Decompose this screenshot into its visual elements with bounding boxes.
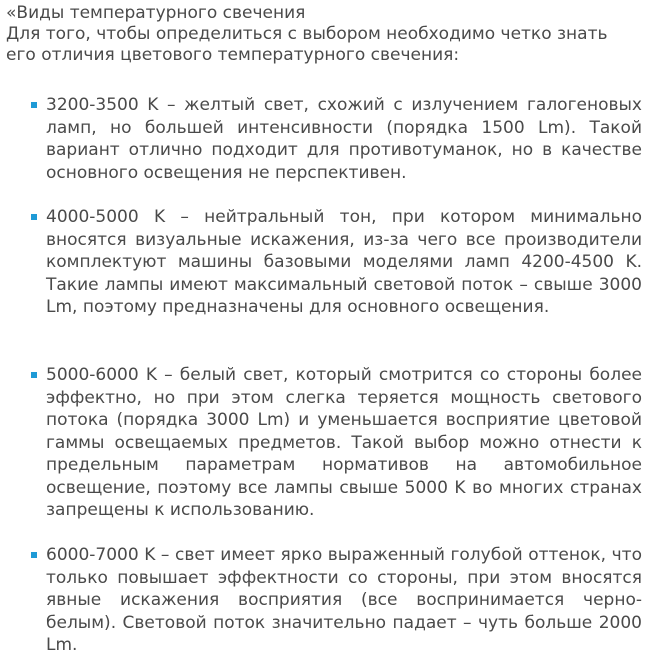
list-item <box>46 206 642 319</box>
square-bullet-icon <box>31 102 37 108</box>
list-item-text: 5000-6000 K – белый свет, который смотрится со стороны более эффектно, но при этом слегка теряется мощность светового потока (порядка 3000 Lm) и уменьшается восприятие цветовой гаммы освещаемых предметов. Такой выбор можно отнести к предельным параметрам нормативов на автомобильное освещение, поэтому все лампы свыше 5000 K во многих странах запрещены к использованию. <box>46 365 642 520</box>
list-item-text: 6000-7000 K – свет имеет ярко выраженный голубой оттенок, что только повышает эффектности со стороны, при этом вносятся явные искажения восприятия (все воспринимается черно-белым). Световой поток значительно падает – чуть больше 2000 Lm. <box>46 545 642 655</box>
square-bullet-icon <box>31 214 37 220</box>
list-item-text: 3200-3500 K – желтый свет, схожий с излучением галогеновых ламп, но большей интенсивности (порядка 1500 Lm). Такой вариант отлично подходит для противотуманок, но в качестве основного освещения не перспективен. <box>46 95 642 183</box>
intro-paragraph: Для того, чтобы определиться с выбором необходимо четко знать его отличия цветового температурного свечения: <box>6 24 608 65</box>
list-item-text: 4000-5000 K – нейтральный тон, при котором минимально вносятся визуальные искажения, из-за чего все производители комплектуют машины базовыми моделями ламп 4200-4500 K. Такие лампы имеют максимальный световой поток – свыше 3000 Lm, поэтому предназначены для основного освещения. <box>46 207 642 317</box>
list-item <box>46 364 642 522</box>
square-bullet-icon <box>31 372 37 378</box>
list-item <box>46 94 642 184</box>
list-item <box>46 544 642 657</box>
section-heading: «Виды температурного свечения <box>6 3 306 23</box>
square-bullet-icon <box>31 552 37 558</box>
